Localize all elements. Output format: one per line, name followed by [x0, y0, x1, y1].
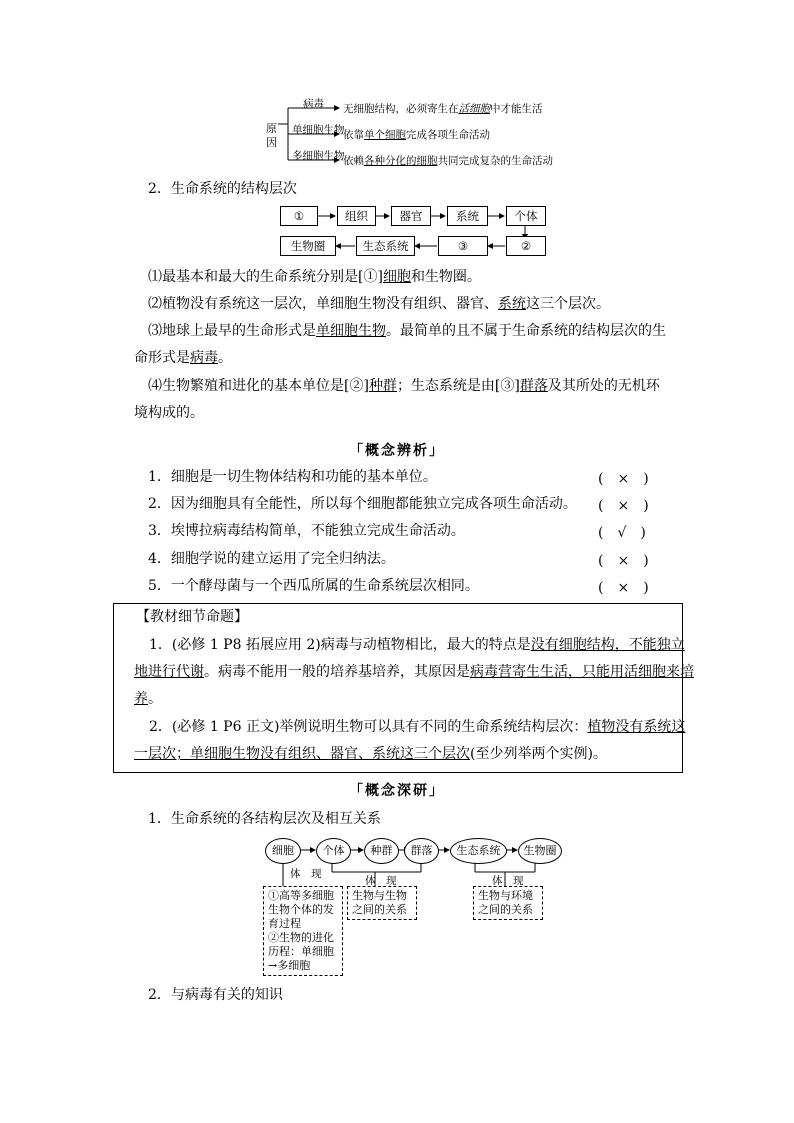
answer-underlined: 群落	[519, 378, 548, 394]
text: 。	[148, 691, 162, 707]
text: 这三个层次。	[526, 296, 610, 312]
branch-text-em: 各种分化的细胞	[364, 155, 438, 167]
branch-text-pre: 依靠	[343, 129, 364, 141]
judgement-item-1: 1．细胞是一切生物体结构和功能的基本单位。	[148, 469, 437, 485]
textbook-q2	[149, 718, 685, 736]
branch-label-virus: 病毒	[303, 98, 324, 110]
node-cell: 细胞	[265, 838, 301, 864]
note-environment	[473, 886, 543, 920]
branch-text-em: 活细胞	[458, 103, 490, 115]
textbook-detail-box	[113, 603, 694, 773]
judgement-item-5: 5．一个酵母菌与一个西瓜所属的生命系统层次相同。	[148, 578, 479, 594]
node-individual: 个体	[316, 838, 351, 864]
hierarchy-box-individual: 个体	[506, 206, 546, 226]
textbook-q2-cont	[134, 745, 607, 763]
branch-text-pre: 无细胞结构，必须寄生在	[343, 103, 459, 115]
note-biotic	[347, 886, 417, 920]
textbook-box-title: 【教材细节命题】	[136, 609, 248, 625]
branch-text-pre: 依赖	[343, 155, 364, 167]
reflect-label-1: 体 现	[290, 868, 322, 880]
deep-study-item-2: 2．与病毒有关的知识	[148, 987, 283, 1003]
hierarchy-box-biosphere: 生物圈	[280, 236, 336, 256]
diagram-root-label	[266, 122, 277, 150]
text: 。最简单的且不属于生命系统的结构层次的生	[386, 323, 666, 339]
answer-underlined: 细胞	[382, 269, 411, 285]
deep-study-heading: 「概念深研」	[349, 783, 445, 799]
concept-analysis-heading: 「概念辨析」	[349, 443, 445, 459]
text: ⑷生物繁殖和进化的基本单位是[②]	[148, 378, 369, 394]
text: 和生物圈。	[410, 269, 481, 285]
root-char-1: 原	[266, 122, 277, 135]
branch-text-post: 完成各项生命活动	[406, 129, 490, 141]
hierarchy-box-2: ②	[506, 236, 546, 256]
deep-study-item-1: 1．生命系统的各结构层次及相互关系	[148, 811, 381, 827]
text: 2．(必修 1 P6 正文)举例说明生物可以具有不同的生命系统结构层次：	[149, 719, 588, 735]
node-biosphere: 生物圈	[518, 838, 562, 864]
branch-text-em: 单个细胞	[364, 129, 406, 141]
answer-underlined: 种群	[368, 378, 397, 394]
text: 。	[218, 350, 232, 366]
branch-text-multicellular	[343, 153, 553, 168]
answer-underlined: 一层次；单细胞生物没有组织、器官、系统这三个层次	[134, 746, 470, 762]
node-ecosystem: 生态系统	[450, 838, 507, 864]
reflect-label-2: 体 现	[365, 875, 397, 887]
hierarchy-box-ecosystem: 生态系统	[356, 236, 415, 256]
point-1	[148, 268, 481, 286]
root-char-2: 因	[266, 136, 277, 149]
branch-label-unicellular: 单细胞生物	[292, 124, 345, 136]
point-3	[148, 322, 666, 340]
node-population: 种群	[364, 838, 399, 864]
judgement-answer-1: ( × )	[598, 471, 649, 487]
text: 及其所处的无机环	[547, 378, 660, 394]
hierarchy-box-1: ①	[280, 206, 318, 226]
answer-underlined: 病毒营寄生生活，只能用活细胞来培	[470, 664, 694, 680]
branch-label-multicellular: 多细胞生物	[292, 150, 345, 162]
text: ；生态系统是由[③]	[396, 378, 520, 394]
note-line: ①高等多细胞	[268, 889, 334, 902]
textbook-q1	[149, 636, 685, 654]
branch-text-post: 中才能生活	[490, 103, 543, 115]
note-line: 生物与环境	[478, 889, 533, 902]
judgement-answer-2: ( × )	[598, 498, 649, 514]
answer-underlined: 系统	[498, 296, 526, 312]
hierarchy-box-organ: 器官	[391, 206, 431, 226]
branch-text-post: 共同完成复杂的生命活动	[437, 155, 553, 167]
point-2	[148, 295, 610, 313]
node-community: 群落	[404, 838, 439, 864]
hierarchy-box-3: ③	[438, 236, 488, 256]
note-development	[263, 886, 343, 976]
answer-underlined: 植物没有系统这	[587, 719, 686, 735]
textbook-q1-cont2	[134, 690, 162, 708]
answer-underlined: 病毒	[190, 350, 218, 366]
judgement-item-4: 4．细胞学说的建立运用了完全归纳法。	[148, 551, 395, 567]
text: (至少列举两个实例)。	[470, 746, 607, 762]
note-line: 育过程	[268, 917, 301, 930]
text: 。病毒不能用一般的培养基培养，其原因是	[204, 664, 470, 680]
hierarchy-box-system: 系统	[447, 206, 488, 226]
text: ⑵植物没有系统这一层次，单细胞生物没有组织、器官、	[148, 296, 498, 312]
judgement-answer-5: ( × )	[598, 580, 649, 596]
note-line: 生物个体的发	[268, 903, 334, 916]
judgement-item-2: 2．因为细胞具有全能性，所以每个细胞都能独立完成各项生命活动。	[148, 496, 577, 512]
text: 命形式是	[134, 350, 190, 366]
note-line: 之间的关系	[478, 903, 533, 916]
answer-underlined: 没有细胞结构，不能独立	[530, 637, 685, 653]
point-4-cont: 境构成的。	[134, 405, 204, 421]
note-line: →多细胞	[268, 959, 311, 972]
judgement-item-3: 3．埃博拉病毒结构简单，不能独立完成生命活动。	[148, 523, 465, 539]
judgement-answer-3: ( √ )	[598, 525, 646, 541]
text: ⑴最基本和最大的生命系统分别是[①]	[148, 269, 383, 285]
section2-title: 2．生命系统的结构层次	[148, 181, 297, 197]
answer-underlined: 地进行代谢	[134, 664, 204, 680]
judgement-answer-4: ( × )	[598, 553, 649, 569]
note-line: 生物与生物	[352, 889, 407, 902]
reflect-label-3: 体 现	[492, 875, 524, 887]
answer-underlined: 养	[134, 691, 148, 707]
branch-text-unicellular	[343, 127, 490, 142]
text: ⑶地球上最早的生命形式是	[148, 323, 316, 339]
point-4	[148, 377, 660, 395]
note-line: ②生物的进化	[268, 931, 334, 944]
note-line: 之间的关系	[352, 903, 407, 916]
branch-text-virus	[343, 101, 543, 116]
hierarchy-box-tissue: 组织	[337, 206, 376, 226]
point-3-cont	[134, 349, 232, 367]
answer-underlined: 单细胞生物	[316, 323, 386, 339]
textbook-q1-cont	[134, 663, 694, 681]
note-line: 历程：单细胞	[268, 945, 334, 958]
text: 1．(必修 1 P8 拓展应用 2)病毒与动植物相比，最大的特点是	[149, 637, 531, 653]
